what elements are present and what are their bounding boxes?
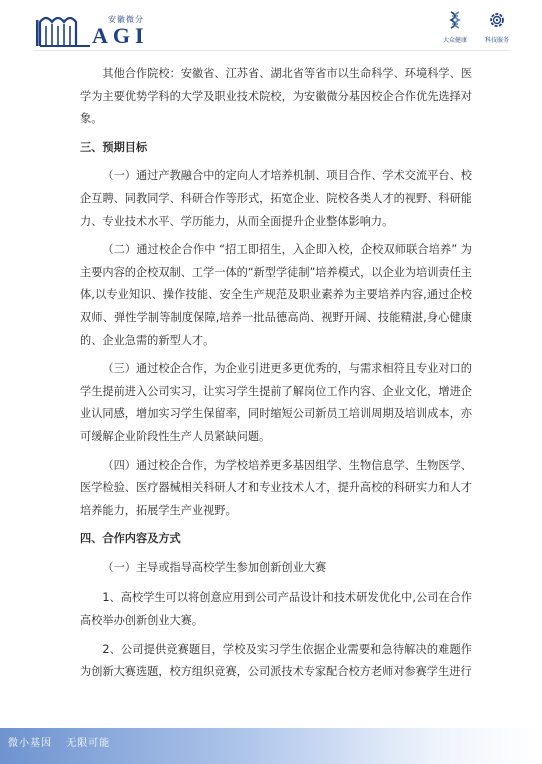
footer-slogan-left: 微小基因 xyxy=(8,738,52,749)
logo-wordmark: AGI xyxy=(92,23,149,48)
header-icons xyxy=(440,10,520,44)
item-paragraph-1: 1、高校学生可以将创意应用到公司产品设计和技术研发优化中,公司在合作高校举办创新创业大赛。 xyxy=(80,591,472,628)
footer-slogan xyxy=(8,734,120,749)
intro-paragraph: 其他合作院校：安徽省、江苏省、湖北省等省市以生命科学、环境科学、医学为主要优势学科的大学及职业技术院校，为安徽微分基因校企合作优先选择对象。 xyxy=(80,67,472,126)
health-badge xyxy=(440,10,470,44)
document-body xyxy=(80,63,472,690)
health-label: 大众健康 xyxy=(442,37,467,44)
goal-paragraph-3: （三）通过校企合作，为企业引进更多更优秀的，与需求相符且专业对口的学生提前进入公司实习，让实习学生提前了解岗位工作内容、企业文化，增进企业认同感，增加实习学生保留率，同时缩短公司新员工培训周期及培训成本，亦可缓解企业阶段性生产人员紧缺问题。 xyxy=(80,362,472,443)
item-paragraph-2: 2、公司提供竞赛题目，学校及实习学生依据企业需要和急待解决的难题作为创新大赛选题，校方组织竞赛，公司派技术专家配合校方老师对参赛学生进行 xyxy=(80,642,472,679)
gear-icon xyxy=(487,10,507,30)
logo-mark-icon xyxy=(34,12,92,48)
tech-label: 科技服务 xyxy=(484,37,509,44)
section-four-heading: 四、合作内容及方式 xyxy=(80,532,181,546)
subsection-one-title: （一）主导或指导高校学生参加创新创业大赛 xyxy=(102,560,327,574)
tech-badge xyxy=(482,10,512,44)
goal-paragraph-4: （四）通过校企合作，为学校培养更多基因组学、生物信息学、生物医学、医学检验、医疗器械相关科研人才和专业技术人才，提升高校的科研实力和人才培养能力，拓展学生产业视野。 xyxy=(80,458,472,517)
dna-icon xyxy=(445,10,465,30)
header-divider xyxy=(34,50,510,51)
company-logo xyxy=(34,12,154,48)
footer-slogan-right: 无限可能 xyxy=(66,738,111,749)
goal-paragraph-1: （一）通过产教融合中的定向人才培养机制、项目合作、学术交流平台、校企互聘、同教同学、科研合作等形式，拓宽企业、院校各类人才的视野、科研能力、专业技术水平、学历能力，从而全面提升企业整体影响力。 xyxy=(80,169,472,228)
goal-paragraph-2: （二）通过校企合作中 “招工即招生，入企即入校，企校双师联合培养” 为主要内容的企校双制、工学一体的“新型学徒制”培养模式，以企业为培训责任主体,以专业知识、操作技能、安全生产规范及职业素养为主要培养内容,通过企校双师、弹性学制等制度保障,培养一批品德高尚、视野开阔、技能精湛,身心健康的、企业急需的新型人才。 xyxy=(80,243,472,347)
page-header xyxy=(0,0,542,48)
section-three-heading: 三、预期目标 xyxy=(80,140,148,154)
logo-subtitle: 安徽微分 xyxy=(108,15,144,24)
page-footer xyxy=(0,728,542,764)
